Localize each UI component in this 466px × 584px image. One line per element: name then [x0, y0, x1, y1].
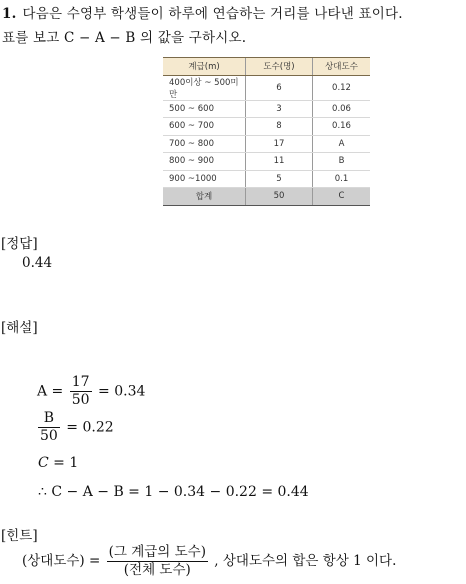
cell-range: 500 ~ 600 — [163, 100, 246, 118]
cell-range: 900 ~1000 — [163, 170, 246, 188]
table-row — [163, 118, 370, 136]
hint-numerator: (그 계급의 도수) — [108, 544, 206, 560]
cell-rel: 0.16 — [313, 118, 371, 136]
table-row — [163, 170, 370, 188]
cell-total-rel: C — [313, 188, 371, 206]
cell-rel: B — [313, 153, 371, 171]
hint-tail: , 상대도수의 합은 항상 1 이다. — [214, 553, 397, 569]
table-row — [163, 153, 370, 171]
header-count: 도수(명) — [246, 58, 313, 76]
cell-total-label: 합계 — [163, 188, 246, 206]
hint-fraction — [107, 544, 208, 579]
frequency-table — [163, 57, 370, 206]
eq-b-fraction — [38, 410, 60, 445]
question-text-1: 다음은 수영부 학생들이 하루에 연습하는 거리를 나타낸 표이다. — [22, 6, 403, 22]
eq-a-numerator: 17 — [71, 374, 90, 390]
table-row — [163, 75, 370, 100]
cell-rel: A — [313, 135, 371, 153]
table-header-row — [163, 58, 370, 76]
cell-range: 400이상 ~ 500미만 — [163, 75, 246, 100]
header-relative: 상대도수 — [313, 58, 371, 76]
table-row — [163, 100, 370, 118]
hint-label: [힌트] — [1, 528, 38, 544]
header-class: 계급(m) — [163, 58, 246, 76]
question-number: 1. — [2, 6, 17, 22]
cell-count: 6 — [246, 75, 313, 100]
eq-a-denominator: 50 — [71, 392, 90, 408]
question-line-2: 표를 보고 C − A − B 의 값을 구하시오. — [2, 30, 247, 46]
answer-value: 0.44 — [22, 255, 53, 271]
cell-count: 17 — [246, 135, 313, 153]
cell-range: 600 ~ 700 — [163, 118, 246, 136]
eq-a-fraction — [70, 374, 92, 409]
final-equation: ∴ C − A − B = 1 − 0.34 − 0.22 = 0.44 — [38, 484, 309, 500]
cell-range: 800 ~ 900 — [163, 153, 246, 171]
eq-b-numerator: B — [38, 410, 60, 428]
eq-a-rhs: = 0.34 — [98, 383, 146, 400]
hint-formula — [22, 544, 396, 579]
table-row — [163, 135, 370, 153]
answer-label: [정답] — [1, 236, 38, 252]
question-line-1 — [2, 2, 403, 22]
eq-c-var: C — [38, 455, 49, 471]
explanation-label: [해설] — [1, 320, 38, 336]
cell-range: 700 ~ 800 — [163, 135, 246, 153]
cell-count: 11 — [246, 153, 313, 171]
cell-count: 3 — [246, 100, 313, 118]
eq-b-rhs: = 0.22 — [66, 419, 114, 436]
eq-c-rhs: = 1 — [53, 455, 79, 471]
equation-b — [36, 410, 114, 445]
cell-count: 5 — [246, 170, 313, 188]
cell-rel: 0.06 — [313, 100, 371, 118]
cell-count: 8 — [246, 118, 313, 136]
equation-a — [37, 374, 145, 409]
eq-b-denominator: 50 — [40, 428, 58, 444]
eq-a-lhs: A = — [37, 383, 64, 400]
table-total-row — [163, 188, 370, 206]
cell-rel: 0.1 — [313, 170, 371, 188]
hint-denominator: (전체 도수) — [123, 562, 191, 578]
hint-lhs: (상대도수) = — [22, 553, 101, 569]
equation-c — [38, 455, 78, 471]
cell-total-count: 50 — [246, 188, 313, 206]
cell-rel: 0.12 — [313, 75, 371, 100]
